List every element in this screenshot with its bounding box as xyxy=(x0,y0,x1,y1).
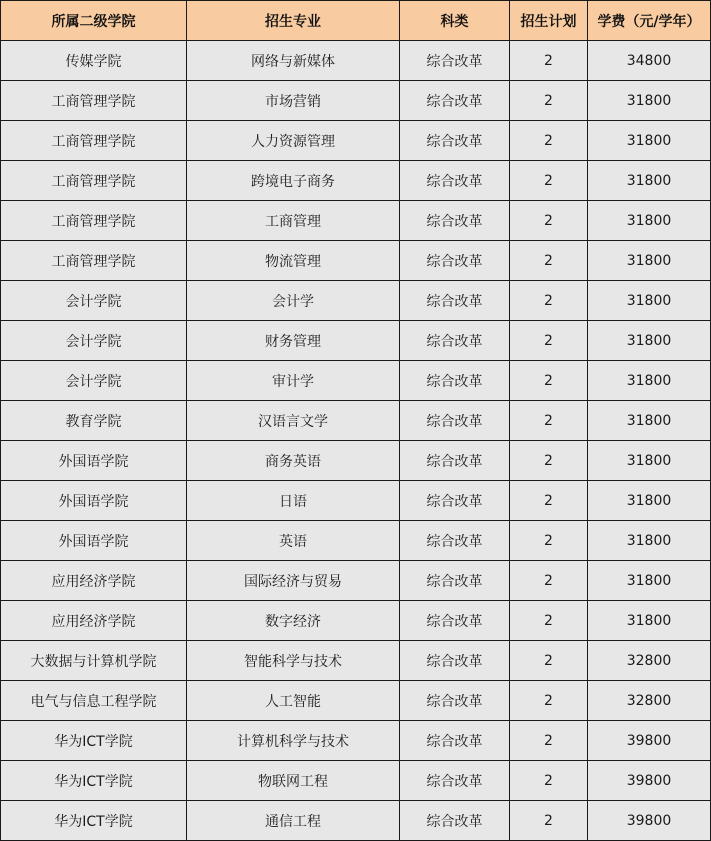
cell-tuition: 31800 xyxy=(588,241,711,281)
table-row xyxy=(1,121,711,161)
table-row xyxy=(1,361,711,401)
cell-tuition: 31800 xyxy=(588,481,711,521)
cell-category: 综合改革 xyxy=(400,801,510,841)
cell-plan: 2 xyxy=(510,641,588,681)
cell-major: 网络与新媒体 xyxy=(187,41,400,81)
cell-college: 华为ICT学院 xyxy=(1,721,187,761)
cell-major: 日语 xyxy=(187,481,400,521)
table-row xyxy=(1,481,711,521)
cell-major: 国际经济与贸易 xyxy=(187,561,400,601)
table-row xyxy=(1,521,711,561)
cell-plan: 2 xyxy=(510,41,588,81)
cell-major: 智能科学与技术 xyxy=(187,641,400,681)
cell-category: 综合改革 xyxy=(400,161,510,201)
cell-category: 综合改革 xyxy=(400,321,510,361)
cell-category: 综合改革 xyxy=(400,441,510,481)
header-category: 科类 xyxy=(400,1,510,41)
cell-major: 通信工程 xyxy=(187,801,400,841)
cell-tuition: 31800 xyxy=(588,401,711,441)
table-row xyxy=(1,681,711,721)
cell-category: 综合改革 xyxy=(400,121,510,161)
table-body xyxy=(1,41,711,841)
cell-plan: 2 xyxy=(510,441,588,481)
cell-plan: 2 xyxy=(510,601,588,641)
header-row xyxy=(1,1,711,41)
table-row xyxy=(1,281,711,321)
cell-major: 物流管理 xyxy=(187,241,400,281)
cell-category: 综合改革 xyxy=(400,241,510,281)
cell-major: 人力资源管理 xyxy=(187,121,400,161)
table-header xyxy=(1,1,711,41)
cell-major: 审计学 xyxy=(187,361,400,401)
header-tuition: 学费（元/学年） xyxy=(588,1,711,41)
cell-plan: 2 xyxy=(510,721,588,761)
cell-college: 华为ICT学院 xyxy=(1,761,187,801)
cell-category: 综合改革 xyxy=(400,641,510,681)
cell-plan: 2 xyxy=(510,521,588,561)
cell-plan: 2 xyxy=(510,561,588,601)
cell-plan: 2 xyxy=(510,121,588,161)
cell-major: 财务管理 xyxy=(187,321,400,361)
cell-major: 英语 xyxy=(187,521,400,561)
cell-major: 数字经济 xyxy=(187,601,400,641)
cell-college: 会计学院 xyxy=(1,321,187,361)
cell-plan: 2 xyxy=(510,281,588,321)
cell-college: 会计学院 xyxy=(1,281,187,321)
table-row xyxy=(1,321,711,361)
header-college: 所属二级学院 xyxy=(1,1,187,41)
cell-college: 大数据与计算机学院 xyxy=(1,641,187,681)
table-row xyxy=(1,561,711,601)
cell-major: 跨境电子商务 xyxy=(187,161,400,201)
cell-major: 商务英语 xyxy=(187,441,400,481)
cell-tuition: 31800 xyxy=(588,441,711,481)
table-row xyxy=(1,201,711,241)
cell-tuition: 31800 xyxy=(588,81,711,121)
header-major: 招生专业 xyxy=(187,1,400,41)
table-row xyxy=(1,241,711,281)
cell-college: 工商管理学院 xyxy=(1,121,187,161)
cell-tuition: 34800 xyxy=(588,41,711,81)
cell-college: 应用经济学院 xyxy=(1,561,187,601)
cell-major: 物联网工程 xyxy=(187,761,400,801)
cell-college: 教育学院 xyxy=(1,401,187,441)
cell-major: 市场营销 xyxy=(187,81,400,121)
cell-tuition: 31800 xyxy=(588,361,711,401)
cell-tuition: 39800 xyxy=(588,801,711,841)
cell-major: 会计学 xyxy=(187,281,400,321)
cell-category: 综合改革 xyxy=(400,81,510,121)
table-row xyxy=(1,161,711,201)
cell-plan: 2 xyxy=(510,321,588,361)
cell-plan: 2 xyxy=(510,761,588,801)
cell-tuition: 31800 xyxy=(588,161,711,201)
cell-category: 综合改革 xyxy=(400,721,510,761)
table-row xyxy=(1,601,711,641)
table-row xyxy=(1,721,711,761)
cell-college: 华为ICT学院 xyxy=(1,801,187,841)
cell-category: 综合改革 xyxy=(400,761,510,801)
cell-tuition: 31800 xyxy=(588,121,711,161)
cell-plan: 2 xyxy=(510,401,588,441)
cell-college: 外国语学院 xyxy=(1,481,187,521)
cell-major: 人工智能 xyxy=(187,681,400,721)
table-row xyxy=(1,801,711,841)
table-row xyxy=(1,761,711,801)
cell-plan: 2 xyxy=(510,161,588,201)
cell-category: 综合改革 xyxy=(400,681,510,721)
cell-tuition: 32800 xyxy=(588,681,711,721)
cell-tuition: 32800 xyxy=(588,641,711,681)
cell-plan: 2 xyxy=(510,81,588,121)
cell-tuition: 31800 xyxy=(588,281,711,321)
cell-tuition: 39800 xyxy=(588,721,711,761)
cell-college: 工商管理学院 xyxy=(1,161,187,201)
cell-major: 计算机科学与技术 xyxy=(187,721,400,761)
cell-college: 工商管理学院 xyxy=(1,201,187,241)
table-row xyxy=(1,81,711,121)
table-row xyxy=(1,401,711,441)
cell-tuition: 31800 xyxy=(588,521,711,561)
table-row xyxy=(1,441,711,481)
cell-college: 应用经济学院 xyxy=(1,601,187,641)
cell-college: 工商管理学院 xyxy=(1,81,187,121)
cell-category: 综合改革 xyxy=(400,521,510,561)
header-plan: 招生计划 xyxy=(510,1,588,41)
table-row xyxy=(1,41,711,81)
cell-category: 综合改革 xyxy=(400,361,510,401)
cell-college: 电气与信息工程学院 xyxy=(1,681,187,721)
cell-tuition: 31800 xyxy=(588,201,711,241)
cell-plan: 2 xyxy=(510,681,588,721)
cell-plan: 2 xyxy=(510,241,588,281)
cell-category: 综合改革 xyxy=(400,401,510,441)
cell-category: 综合改革 xyxy=(400,601,510,641)
cell-college: 会计学院 xyxy=(1,361,187,401)
cell-category: 综合改革 xyxy=(400,201,510,241)
cell-plan: 2 xyxy=(510,481,588,521)
cell-tuition: 39800 xyxy=(588,761,711,801)
cell-major: 工商管理 xyxy=(187,201,400,241)
cell-college: 外国语学院 xyxy=(1,441,187,481)
cell-tuition: 31800 xyxy=(588,601,711,641)
cell-category: 综合改革 xyxy=(400,481,510,521)
cell-college: 外国语学院 xyxy=(1,521,187,561)
cell-category: 综合改革 xyxy=(400,561,510,601)
cell-plan: 2 xyxy=(510,361,588,401)
cell-plan: 2 xyxy=(510,201,588,241)
cell-category: 综合改革 xyxy=(400,281,510,321)
cell-tuition: 31800 xyxy=(588,321,711,361)
table-row xyxy=(1,641,711,681)
cell-category: 综合改革 xyxy=(400,41,510,81)
cell-major: 汉语言文学 xyxy=(187,401,400,441)
cell-tuition: 31800 xyxy=(588,561,711,601)
cell-plan: 2 xyxy=(510,801,588,841)
cell-college: 工商管理学院 xyxy=(1,241,187,281)
cell-college: 传媒学院 xyxy=(1,41,187,81)
